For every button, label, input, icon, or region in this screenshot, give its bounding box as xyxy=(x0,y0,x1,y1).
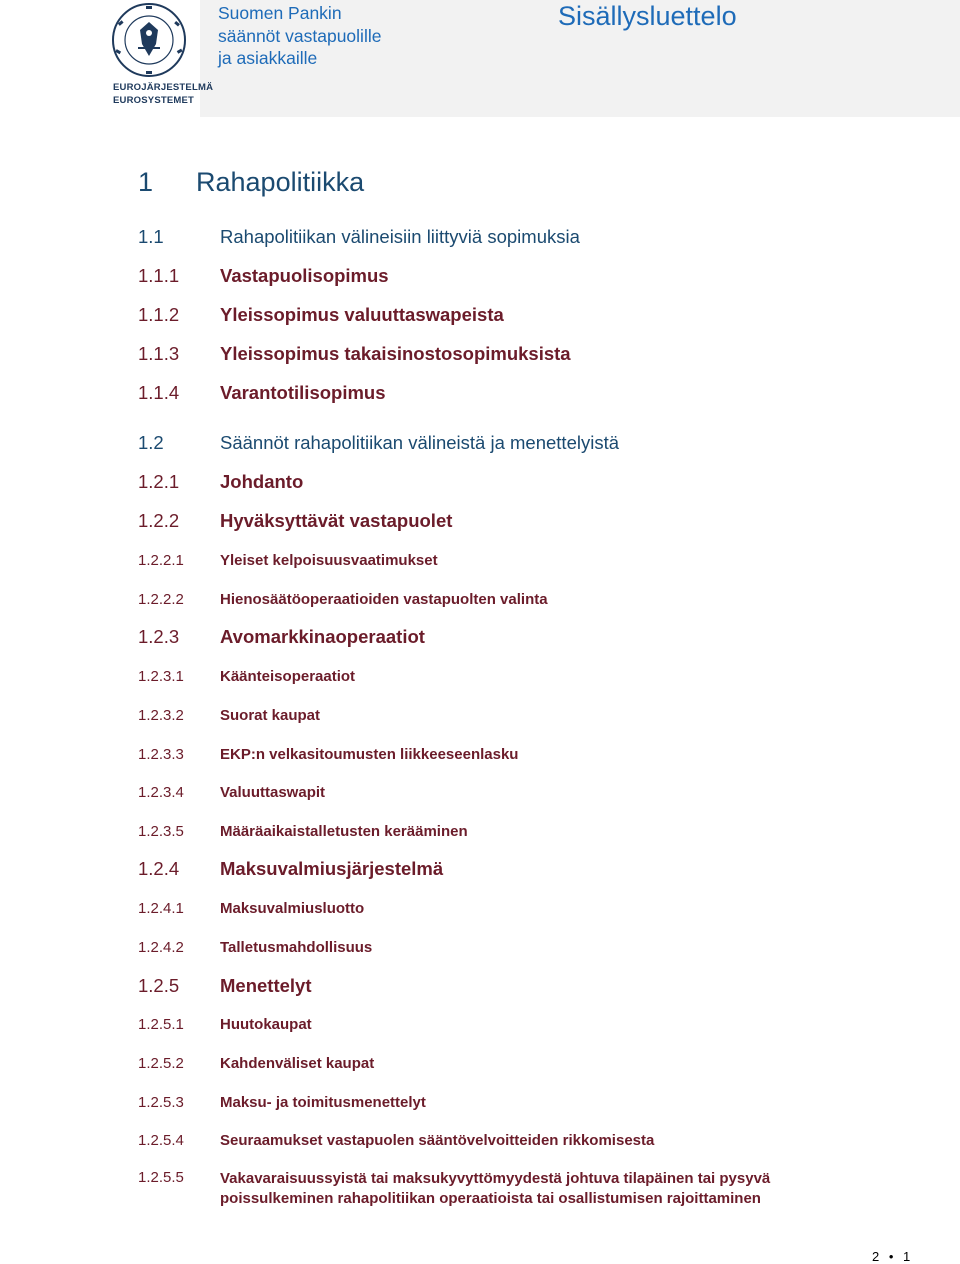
toc-title: Menettelyt xyxy=(220,975,312,996)
bank-seal-logo xyxy=(98,0,200,110)
toc-title: Maksuvalmiusluotto xyxy=(220,900,365,917)
toc-number: 1.2.3.2 xyxy=(138,707,184,724)
organization-name xyxy=(218,2,381,70)
toc-number: 1.2.5.3 xyxy=(138,1094,184,1111)
org-line-1: Suomen Pankin xyxy=(218,3,342,23)
toc-title: Kahdenväliset kaupat xyxy=(220,1055,375,1072)
toc-title: Yleissopimus valuuttaswapeista xyxy=(220,304,504,325)
toc-title: Seuraamukset vastapuolen sääntövelvoitteiden rikkomisesta xyxy=(220,1132,655,1149)
logo-eurosystem-sv: EUROSYSTEMET xyxy=(113,95,195,106)
toc-title: Määräaikaistalletusten kerääminen xyxy=(220,823,468,840)
toc-number: 1.2.5.2 xyxy=(138,1055,184,1072)
toc-number: 1.2.5.1 xyxy=(138,1016,184,1033)
toc-number: 1.1.4 xyxy=(138,382,180,403)
toc-number: 1.2.5.5 xyxy=(138,1169,184,1186)
toc-number: 1.1.3 xyxy=(138,343,180,364)
toc-title: Yleissopimus takaisinostosopimuksista xyxy=(220,343,571,364)
toc-number: 1.2.3.4 xyxy=(138,784,184,801)
toc-title: Hyväksyttävät vastapuolet xyxy=(220,510,453,531)
toc-title: Yleiset kelpoisuusvaatimukset xyxy=(220,552,438,569)
toc-title: Varantotilisopimus xyxy=(220,382,386,403)
toc-number: 1.1 xyxy=(138,226,164,247)
toc-number: 1.2.2 xyxy=(138,510,180,531)
toc-number: 1.2.5.4 xyxy=(138,1132,184,1149)
page-current: 2 xyxy=(872,1249,880,1264)
page-title: Sisällysluettelo xyxy=(558,1,737,31)
toc-number: 1.2.4 xyxy=(138,858,180,879)
toc-title: Käänteisoperaatiot xyxy=(220,668,356,685)
toc-number: 1.2.2.2 xyxy=(138,591,184,608)
toc-title: EKP:n velkasitoumusten liikkeeseenlasku xyxy=(220,746,519,763)
logo-eurosystem-fi: EUROJÄRJESTELMÄ xyxy=(113,82,214,93)
toc-number: 1.1.2 xyxy=(138,304,180,325)
org-line-3: ja asiakkaille xyxy=(218,48,318,68)
toc-number: 1.2.4.2 xyxy=(138,939,184,956)
toc-number: 1.2.5 xyxy=(138,975,180,996)
toc-title: Johdanto xyxy=(220,471,304,492)
toc-title: Talletusmahdollisuus xyxy=(220,939,373,956)
toc-number: 1.2.3.1 xyxy=(138,668,184,685)
page-separator: • xyxy=(888,1249,894,1264)
toc-title: Huutokaupat xyxy=(220,1016,312,1033)
toc-number: 1.1.1 xyxy=(138,265,180,286)
page-total: 1 xyxy=(903,1249,911,1264)
toc-title: Maksuvalmiusjärjestelmä xyxy=(220,858,444,879)
toc-number: 1.2 xyxy=(138,432,164,453)
toc-number: 1.2.2.1 xyxy=(138,552,184,569)
toc-title: Hienosäätöoperaatioiden vastapuolten valinta xyxy=(220,591,548,608)
toc-title: Vakavaraisuussyistä tai maksukyvyttömyydestä johtuva tilapäinen tai pysyvä poissulkeminen rahapolitiikan operaatioista tai osallistumisen rajoittaminen xyxy=(220,1170,771,1207)
chapter-title: Rahapolitiikka xyxy=(196,167,365,197)
toc-title: Rahapolitiikan välineisiin liittyviä sopimuksia xyxy=(220,226,580,247)
toc-number: 1.2.3.3 xyxy=(138,746,184,763)
toc-number: 1.2.3.5 xyxy=(138,823,184,840)
toc-title: Avomarkkinaoperaatiot xyxy=(220,626,425,647)
toc-title: Säännöt rahapolitiikan välineistä ja menettelyistä xyxy=(220,432,620,453)
org-line-2: säännöt vastapuolille xyxy=(218,25,382,46)
toc-title: Valuuttaswapit xyxy=(220,784,326,801)
toc-number: 1.2.1 xyxy=(138,471,180,492)
toc-number: 1.2.3 xyxy=(138,626,180,647)
toc-number: 1.2.4.1 xyxy=(138,900,184,917)
page-number xyxy=(872,1249,910,1264)
toc-title: Vastapuolisopimus xyxy=(220,265,389,286)
toc-title: Suorat kaupat xyxy=(220,707,321,724)
chapter-number: 1 xyxy=(138,167,154,197)
page-header xyxy=(0,0,960,117)
toc-title: Maksu- ja toimitusmenettelyt xyxy=(220,1094,426,1111)
